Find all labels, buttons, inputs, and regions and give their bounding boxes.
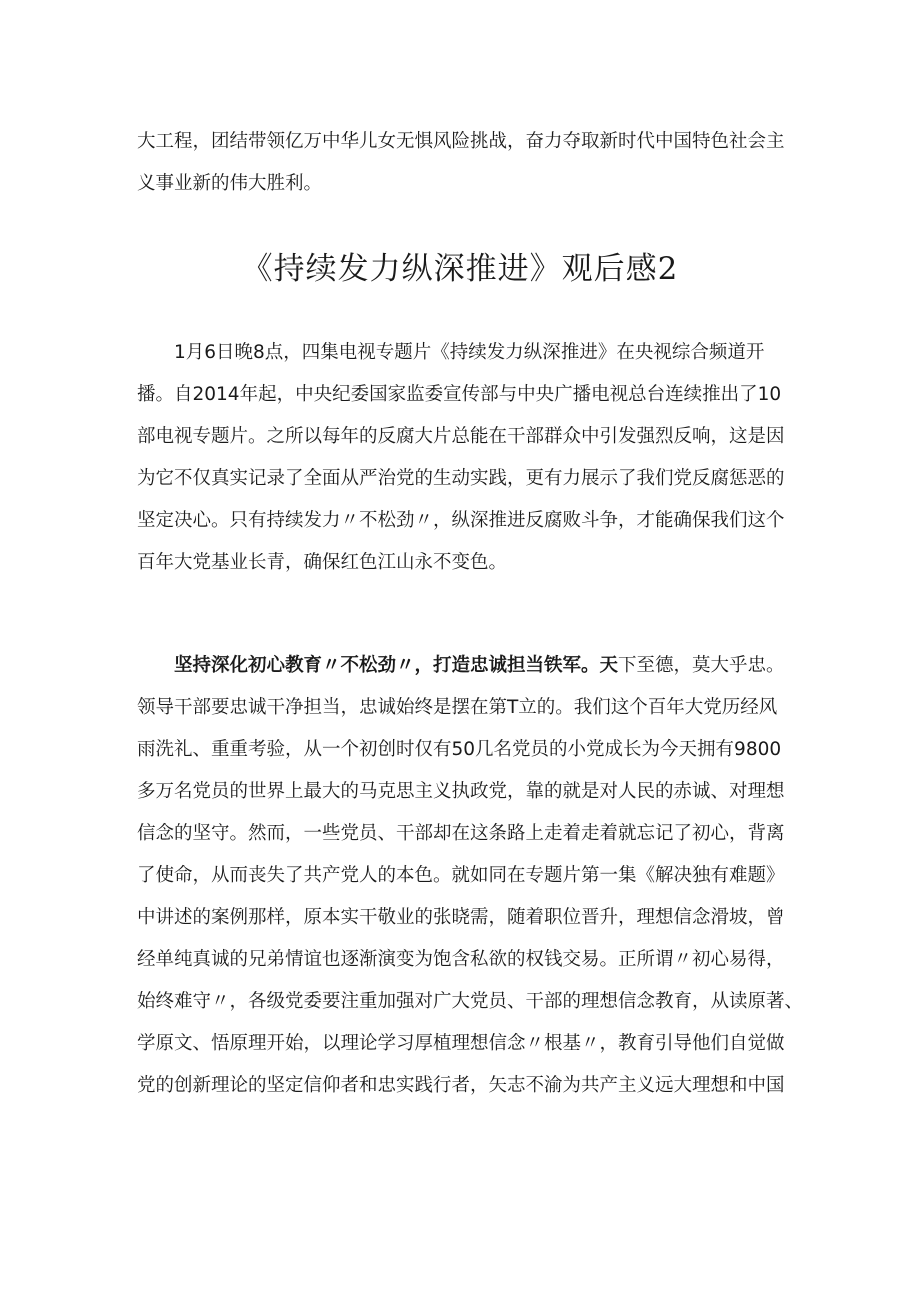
paragraph-line: 信念的坚守。然而，一些党员、干部却在这条路上走着走着就忘记了初心，背离 [137,823,785,844]
paragraph-first-line [137,645,797,687]
paragraph-line: 学原文、悟原理开始，以理论学习厚植理想信念〃根基〃，教育引导他们自觉做 [137,1033,785,1054]
intro-paragraph [137,121,797,205]
paragraph-line: 百年大党基业长青，确保红色江山永不变色。 [137,552,508,573]
paragraph-line: 始终难守〃，各级党委要注重加强对广大党员、干部的理想信念教育，从读原著、 [137,991,804,1012]
paragraph-line: 领导干部要忠诚干净担当，忠诚始终是摆在第T立的。我们这个百年大党历经风 [137,697,778,718]
first-line-rest: 下至德，莫大乎忠。 [618,655,785,676]
paragraph-line: 多万名党员的世界上最大的马克思主义执政党，靠的就是对人民的赤诚、对理想 [137,781,785,802]
paragraph-1 [137,332,797,584]
paragraph-line: 党的创新理论的坚定信仰者和忠实践行者，矢志不渝为共产主义远大理想和中国 [137,1075,785,1096]
bold-lead-text: 坚持深化初心教育〃不松劲〃，打造忠诚担当铁军。天 [174,655,619,676]
intro-line: 义事业新的伟大胜利。 [137,173,323,194]
paragraph-line: 1月6日晚8点，四集电视专题片《持续发力纵深推进》在央视综合频道开 [174,342,765,363]
paragraph-line: 部电视专题片。之所以每年的反腐大片总能在干部群众中引发强烈反响，这是因 [137,426,785,447]
paragraph-line: 雨洗礼、重重考验，从一个初创时仅有50几名党员的小党成长为今天拥有9800 [137,739,782,760]
paragraph-line: 为它不仅真实记录了全面从严治党的生动实践，更有力展示了我们党反腐惩恶的 [137,468,785,489]
intro-line: 大工程，团结带领亿万中华儿女无惧风险挑战，奋力夺取新时代中国特色社会主 [137,131,785,152]
paragraph-line: 中讲述的案例那样，原本实干敬业的张晓需，随着职位晋升，理想信念滑坡，曾 [137,907,785,928]
paragraph-line: 经单纯真诚的兄弟情谊也逐渐演变为饱含私欲的权钱交易。正所谓〃初心易得， [137,949,785,970]
paragraph-line: 了使命，从而丧失了共产党人的本色。就如同在专题片第一集《解决独有难题》 [137,865,785,886]
paragraph-line: 坚定决心。只有持续发力〃不松劲〃，纵深推进反腐败斗争，才能确保我们这个 [137,510,785,531]
paragraph-2 [137,645,804,1107]
document-title: 《持续发力纵深推进》观后感2 [241,251,679,287]
paragraph-line: 播。自2014年起，中央纪委国家监委宣传部与中央广播电视总台连续推出了10 [137,384,782,405]
